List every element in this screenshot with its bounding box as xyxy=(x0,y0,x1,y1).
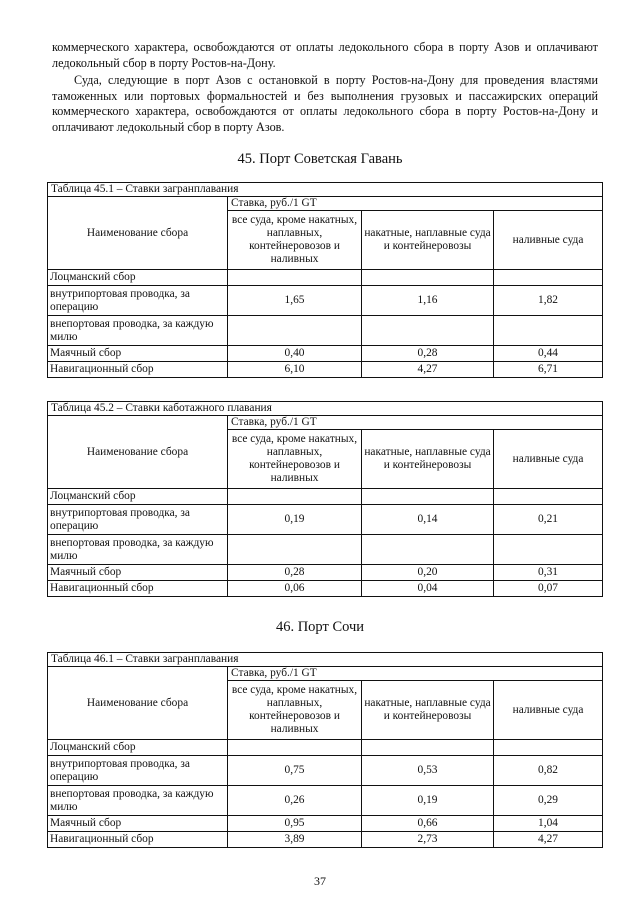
table-cell xyxy=(494,489,603,505)
table-cell: 6,10 xyxy=(228,362,362,378)
table-caption: Таблица 45.1 – Ставки загранплавания xyxy=(48,183,603,197)
column-header-fee-name: Наименование сбора xyxy=(48,197,228,270)
table-cell xyxy=(228,270,362,286)
table-cell: 6,71 xyxy=(494,362,603,378)
row-label-outport-pilotage: внепортовая проводка, за каждую милю xyxy=(48,316,228,346)
table-cell: 0,29 xyxy=(494,786,603,816)
row-label-lighthouse-fee: Маячный сбор xyxy=(48,565,228,581)
table-cell xyxy=(494,535,603,565)
column-header-roro-container: накатные, наплавные суда и контейнеровозы xyxy=(362,681,494,740)
table-cell: 0,19 xyxy=(362,786,494,816)
column-header-all-vessels: все суда, кроме накатных, наплавных, контейнеровозов и наливных xyxy=(228,211,362,270)
table-cell xyxy=(494,316,603,346)
table-cell xyxy=(228,316,362,346)
row-label-pilotage: Лоцманский сбор xyxy=(48,489,228,505)
row-label-outport-pilotage: внепортовая проводка, за каждую милю xyxy=(48,786,228,816)
rate-unit-header: Ставка, руб./1 GT xyxy=(228,416,603,430)
table-cell xyxy=(494,740,603,756)
table-cell: 0,06 xyxy=(228,581,362,597)
row-label-inport-pilotage: внутрипортовая проводка, за операцию xyxy=(48,505,228,535)
row-label-inport-pilotage: внутрипортовая проводка, за операцию xyxy=(48,756,228,786)
rates-table-45-1 xyxy=(47,182,603,378)
table-cell: 0,28 xyxy=(362,346,494,362)
row-label-outport-pilotage: внепортовая проводка, за каждую милю xyxy=(48,535,228,565)
table-cell: 0,82 xyxy=(494,756,603,786)
table-cell xyxy=(228,535,362,565)
column-header-all-vessels: все суда, кроме накатных, наплавных, контейнеровозов и наливных xyxy=(228,430,362,489)
table-cell xyxy=(362,740,494,756)
table-cell: 0,53 xyxy=(362,756,494,786)
row-label-navigation-fee: Навигационный сбор xyxy=(48,581,228,597)
table-cell xyxy=(228,489,362,505)
table-cell: 1,65 xyxy=(228,286,362,316)
column-header-all-vessels: все суда, кроме накатных, наплавных, контейнеровозов и наливных xyxy=(228,681,362,740)
table-cell xyxy=(494,270,603,286)
table-cell: 0,21 xyxy=(494,505,603,535)
table-cell xyxy=(362,535,494,565)
table-cell xyxy=(228,740,362,756)
table-cell: 4,27 xyxy=(362,362,494,378)
section-heading-sochi: 46. Порт Сочи xyxy=(275,619,365,635)
rate-unit-header: Ставка, руб./1 GT xyxy=(228,667,603,681)
row-label-navigation-fee: Навигационный сбор xyxy=(48,832,228,848)
intro-paragraph-1: коммерческого характера, освобождаются от оплаты ледокольного сбора в порту Азов и оплачивают ледокольный сбор в порту Ростов-на-Дону. xyxy=(52,40,598,70)
column-header-tankers: наливные суда xyxy=(494,211,603,270)
table-cell: 0,14 xyxy=(362,505,494,535)
column-header-roro-container: накатные, наплавные суда и контейнеровозы xyxy=(362,211,494,270)
table-cell: 0,19 xyxy=(228,505,362,535)
table-cell: 1,16 xyxy=(362,286,494,316)
row-label-lighthouse-fee: Маячный сбор xyxy=(48,346,228,362)
table-cell: 0,75 xyxy=(228,756,362,786)
table-cell: 0,66 xyxy=(362,816,494,832)
page-number: 37 xyxy=(314,874,326,888)
table-cell xyxy=(362,489,494,505)
table-cell: 0,20 xyxy=(362,565,494,581)
table-cell: 3,89 xyxy=(228,832,362,848)
table-caption: Таблица 46.1 – Ставки загранплавания xyxy=(48,653,603,667)
rates-table-46-1 xyxy=(47,652,603,848)
section-heading-sovetskaya-gavan: 45. Порт Советская Гавань xyxy=(237,151,403,167)
table-cell: 0,31 xyxy=(494,565,603,581)
table-cell: 0,26 xyxy=(228,786,362,816)
intro-paragraph-2: Суда, следующие в порт Азов с остановкой в порту Ростов-на-Дону для проведения властями таможенных или портовых формальностей и без выполнения грузовых и пассажирских операций коммерческого характера, освобождаются от оплаты ледокольного сбора в порту Ростов-на-Дону и оплачивают ледокольный сбор в порту Азов. xyxy=(52,73,598,134)
row-label-pilotage: Лоцманский сбор xyxy=(48,740,228,756)
table-cell: 0,07 xyxy=(494,581,603,597)
table-cell: 2,73 xyxy=(362,832,494,848)
column-header-fee-name: Наименование сбора xyxy=(48,667,228,740)
table-cell: 1,82 xyxy=(494,286,603,316)
table-cell: 1,04 xyxy=(494,816,603,832)
table-cell: 0,40 xyxy=(228,346,362,362)
rate-unit-header: Ставка, руб./1 GT xyxy=(228,197,603,211)
table-cell: 0,28 xyxy=(228,565,362,581)
table-caption: Таблица 45.2 – Ставки каботажного плавания xyxy=(48,402,603,416)
row-label-pilotage: Лоцманский сбор xyxy=(48,270,228,286)
row-label-lighthouse-fee: Маячный сбор xyxy=(48,816,228,832)
column-header-tankers: наливные суда xyxy=(494,430,603,489)
row-label-navigation-fee: Навигационный сбор xyxy=(48,362,228,378)
row-label-inport-pilotage: внутрипортовая проводка, за операцию xyxy=(48,286,228,316)
column-header-roro-container: накатные, наплавные суда и контейнеровозы xyxy=(362,430,494,489)
table-cell: 0,95 xyxy=(228,816,362,832)
column-header-tankers: наливные суда xyxy=(494,681,603,740)
rates-table-45-2 xyxy=(47,401,603,597)
table-cell xyxy=(362,316,494,346)
table-cell: 4,27 xyxy=(494,832,603,848)
column-header-fee-name: Наименование сбора xyxy=(48,416,228,489)
table-cell xyxy=(362,270,494,286)
table-cell: 0,44 xyxy=(494,346,603,362)
table-cell: 0,04 xyxy=(362,581,494,597)
